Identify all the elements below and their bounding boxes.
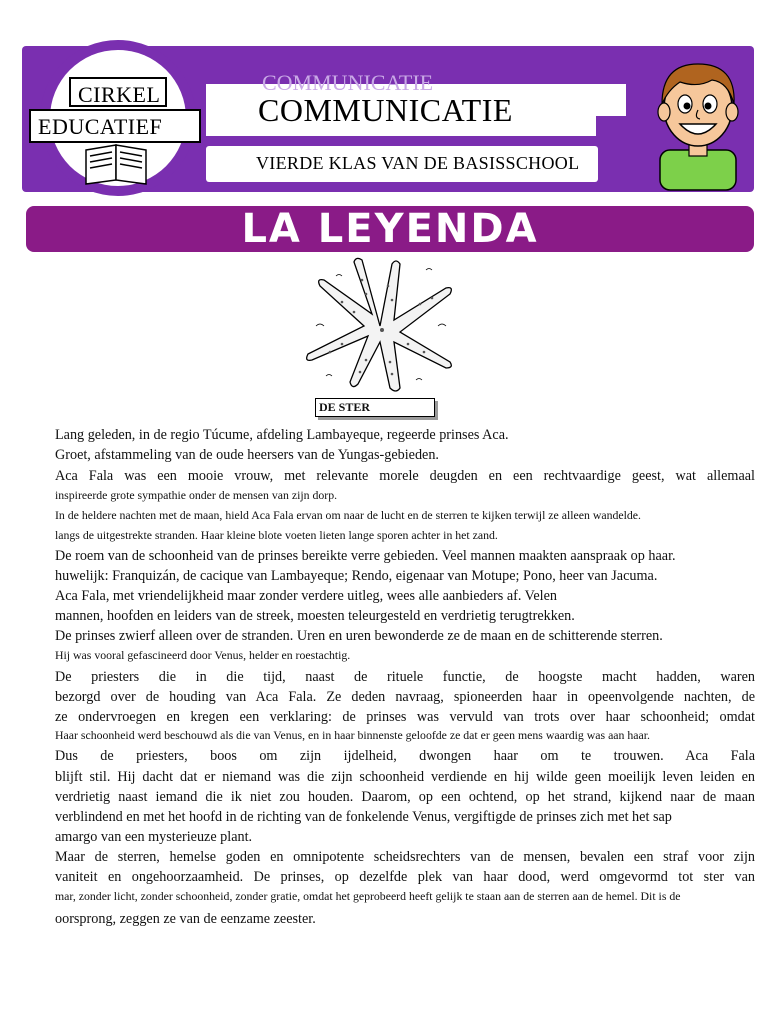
- story-line: ze ondervroegen en kregen een verklaring: de prinses was vervuld van trots over haar schoonheid; omdat: [55, 709, 755, 725]
- story-line: Maar de sterren, hemelse goden en omnipotente scheidsrechters van de mensen, bevalen een straf voor zijn: [55, 849, 755, 865]
- story-line: oorsprong, zeggen ze van de eenzame zeester.: [55, 911, 316, 927]
- story-line: mannen, hoofden en leiders van de streek, moesten teleurgesteld en verdrietig terugtrekken.: [55, 608, 575, 624]
- story-line: De priesters die in die tijd, naast de rituele functie, de hoogste macht hadden, waren: [55, 669, 755, 685]
- svg-text:COMMUNICATIE: COMMUNICATIE: [262, 70, 434, 95]
- title-banner: [26, 206, 754, 252]
- story-line: Dus de priesters, boos om zijn ijdelheid, dwongen haar om te trouwen. Aca Fala: [55, 748, 755, 764]
- book-icon: [86, 145, 146, 184]
- illustration-caption-box: [315, 398, 435, 417]
- story-line: bezorgd over de houding van Aca Fala. Ze deden navraag, spioneerden haar in opeenvolgende nachten, de: [55, 689, 755, 705]
- grade-label: VIERDE KLAS VAN DE BASISSCHOOL: [256, 153, 580, 173]
- illustration-caption: DE STER: [319, 400, 371, 414]
- story-line: blijft stil. Hij dacht dat er niemand was die zijn schoonheid verdiende en hij wilde geen moeilijk leven leiden en: [55, 769, 755, 785]
- story-line: verdrietig naast iemand die ik niet zou houden. Daarom, op een ochtend, op het strand, kijkend naar de maan: [55, 789, 755, 805]
- story-line: vaniteit en ongehoorzaamheid. De prinses, op dezelfde plek van haar dood, werd omgevormd tot ster van: [55, 869, 755, 885]
- child-mascot-icon: [658, 64, 738, 190]
- story-line: De roem van de schoonheid van de prinses bereikte verre gebieden. Veel mannen maakten aanspraak op haar.: [55, 548, 676, 564]
- story-line: Hij was vooral gefascineerd door Venus, helder en roestachtig.: [55, 648, 351, 662]
- story-line: In de heldere nachten met de maan, hield Aca Fala ervan om naar de lucht en de sterren te kijken terwijl ze alleen wandelde.: [55, 508, 641, 522]
- logo-name-line1: CIRKEL: [78, 82, 161, 107]
- story-line: huwelijk: Franquizán, de cacique van Lambayeque; Rendo, eigenaar van Motupe; Pono, heer van Jacuma.: [55, 568, 658, 584]
- story-line: verblindend en met het hoofd in de richting van de fonkelende Venus, vergiftigde de prinses zich met het sap: [55, 809, 672, 825]
- story-line: Aca Fala was een mooie vrouw, met relevante morele deugden en een rechtvaardige geest, wat allemaal: [55, 468, 755, 484]
- story-line: De prinses zwierf alleen over de stranden. Uren en uren bewonderde ze de maan en de schitterende sterren.: [55, 628, 663, 644]
- logo-name-line2: EDUCATIEF: [38, 114, 163, 139]
- story-line: inspireerde grote sympathie onder de mensen van zijn dorp.: [55, 488, 338, 502]
- story-line: amargo van een mysterieuze plant.: [55, 829, 253, 845]
- story-line: mar, zonder licht, zonder schoonheid, zonder gratie, omdat het geprobeerd heeft gelijk te staan aan de sterren aan de hemel. Dit is de: [55, 889, 681, 903]
- page-title: LA LEYENDA: [241, 206, 539, 252]
- starfish-icon: [296, 256, 466, 396]
- story-line: Haar schoonheid werd beschouwd als die van Venus, en in haar binnenste geloofde ze dat er geen mens waardig was aan haar.: [55, 728, 650, 742]
- story-line: Aca Fala, met vriendelijkheid maar zonder verdere uitleg, wees alle aanbieders af. Velen: [55, 588, 557, 604]
- story-line: Lang geleden, in de regio Túcume, afdeling Lambayeque, regeerde prinses Aca.: [55, 427, 509, 443]
- story-line: langs de uitgestrekte stranden. Haar kleine blote voeten lieten lange sporen achter in het zand.: [55, 528, 498, 542]
- subject-title: COMMUNICATIE: [258, 92, 513, 128]
- story-line: Groet, afstammeling van de oude heersers van de Yungas-gebieden.: [55, 447, 439, 463]
